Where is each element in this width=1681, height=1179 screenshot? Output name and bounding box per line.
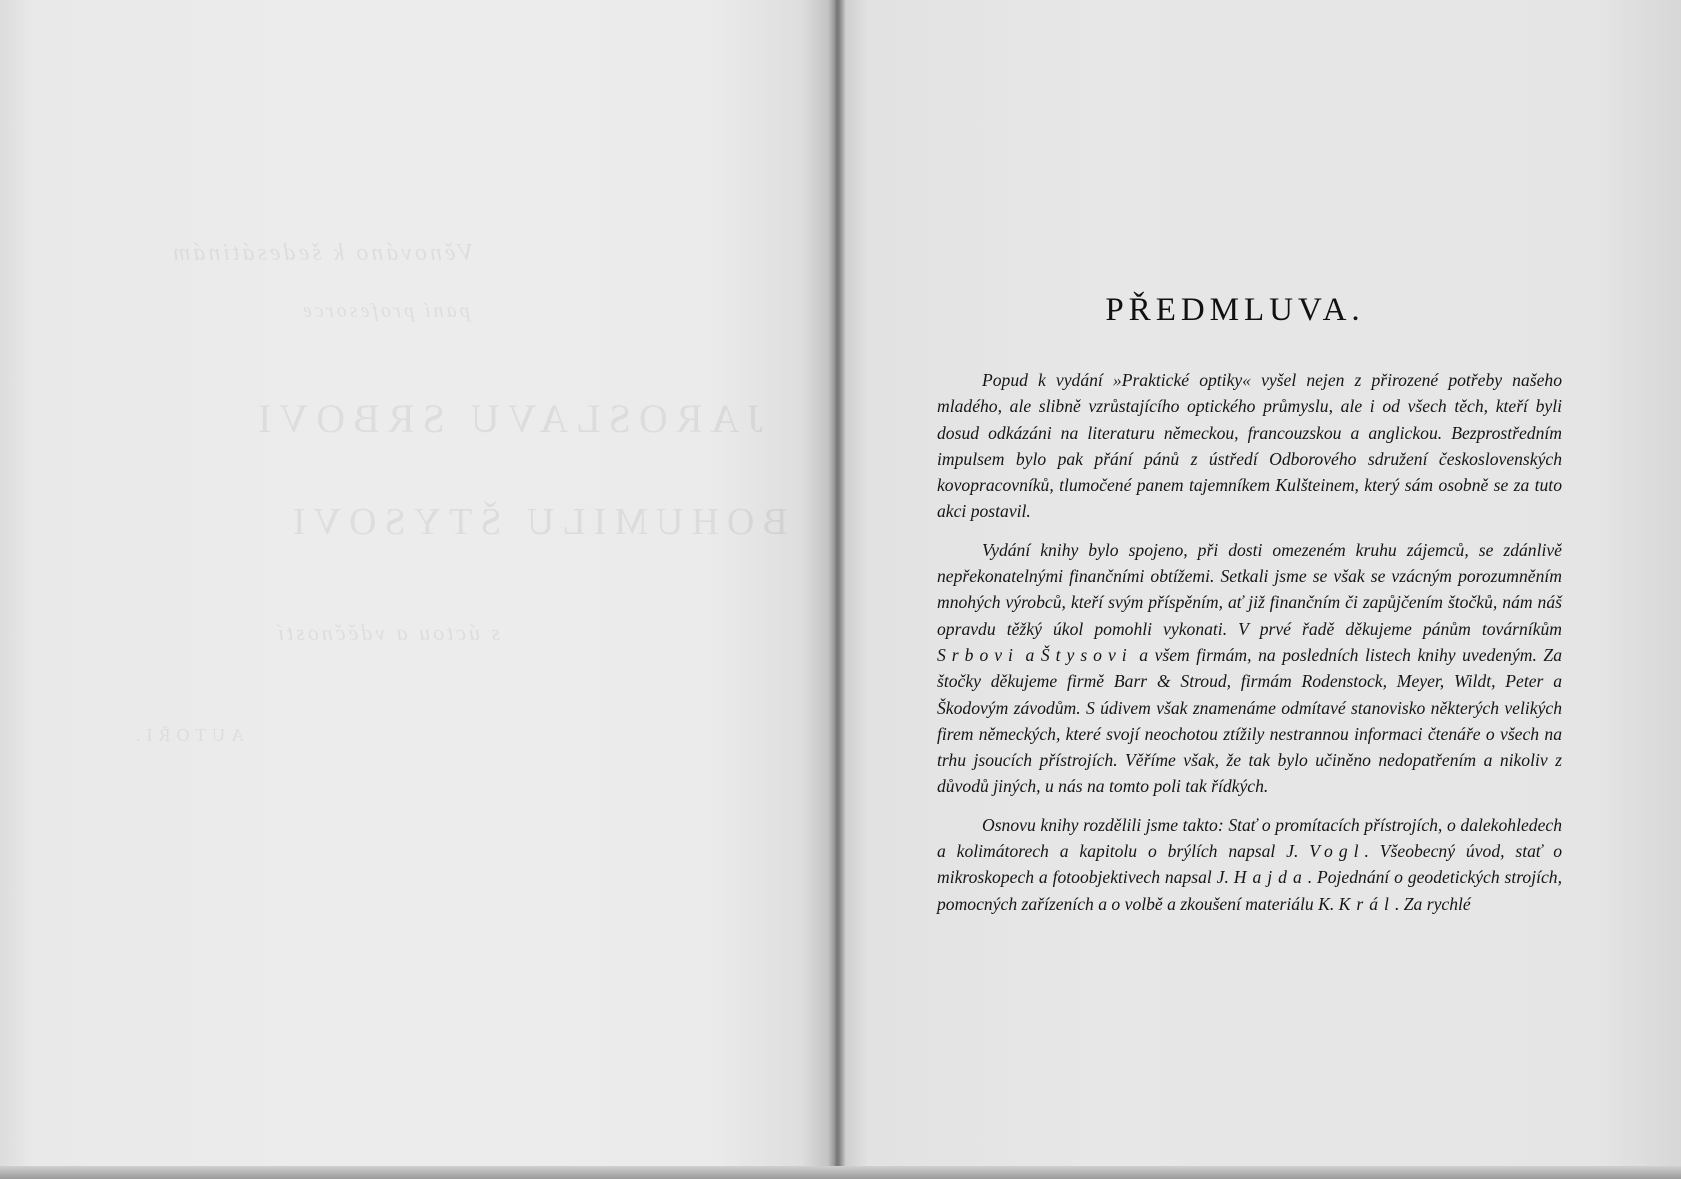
name-vogl: Vogl [1309,841,1365,862]
paragraph-text: . Všeobecný úvod, stať o mikroskopech a fotoobjektivech napsal J. [937,841,1562,888]
preface-text [937,367,1562,929]
name-srbovi: Srbovi [937,644,1019,665]
show-through-line: AUTOŘI. [130,725,245,745]
page-bottom-edge [0,1166,1681,1179]
paragraph-text: . Za rychlé [1394,893,1471,914]
paragraph-3 [937,812,1562,917]
name-stysovi: Štysovi [1040,644,1133,665]
name-hajda: Hajda [1233,867,1308,888]
paragraph-text: Vydání knihy bylo spojeno, při dosti omezeném kruhu zájemců, se zdánlivě nepřekonatelnými finančními obtížemi. Setkali jsme se však se vzácným porozumněním mnohých výrobců, kteří svým příspěním, ať již finančním či zapůjčením štočků, nám náš opravdu těžký úkol pomohli vykonati. V prvé řadě děkujeme pánům továrníkům [937,539,1562,639]
paragraph-1 [937,367,1562,525]
paragraph-text: Osnovu knihy rozdělili jsme takto: Stať o promítacích přístrojích, o dalekohledech a kolimátorech a kapitolu o brýlích napsal J. [937,814,1562,862]
paragraph-text: a [1018,644,1041,665]
show-through-line: BOHUMILU ŠTYSOVI [285,501,788,543]
paragraph-text: a všem firmám, na posledních listech knihy uvedeným. Za štočky děkujeme firmě Barr & Stroud, firmám Rodenstock, Meyer, Wildt, Peter a Škodovým závodům. S údivem však znamenáme odmítavé stanovisko některých velikých firem německých, které svojí neochotou ztížily nestrannou informaci čtenáře o všech na trhu jsoucích přístrojích. Věříme však, že tak bylo učiněno nedopatřením a nikoliv z důvodů jiných, u nás na tomto poli tak řídkých. [937,644,1562,797]
paragraph-text: . Pojednání o geodetických strojích, pomocných zařízeních a o volbě a zkoušení materiálu K. [937,867,1562,914]
show-through-line: paní profesorce [300,300,470,322]
show-through-line: JAROSLAVU SRBOVI [250,396,763,441]
book-spine-shadow [828,0,846,1179]
show-through-line: s úctou a vděčností [275,620,501,645]
page-title: PŘEDMLUVA. [1105,292,1365,328]
paragraph-2 [937,537,1562,800]
left-page [0,0,835,1179]
name-kral: Král [1338,893,1395,914]
show-through-line: Věnováno k šedesátinám [170,240,474,266]
paragraph-text: Popud k vydání »Praktické optiky« vyšel nejen z přirozené potřeby našeho mladého, ale slibně vzrůstajícího optického průmyslu, ale i od všech těch, kteří byli dosud odkázáni na literaturu německou, francouzskou a anglickou. Bezprostředním impulsem bylo pak přání pánů z ústředí Odborového sdružení československých kovopracovníků, tlumočené panem tajemníkem Kulšteinem, který sám osobně se za tuto akci postavil. [937,370,1562,522]
